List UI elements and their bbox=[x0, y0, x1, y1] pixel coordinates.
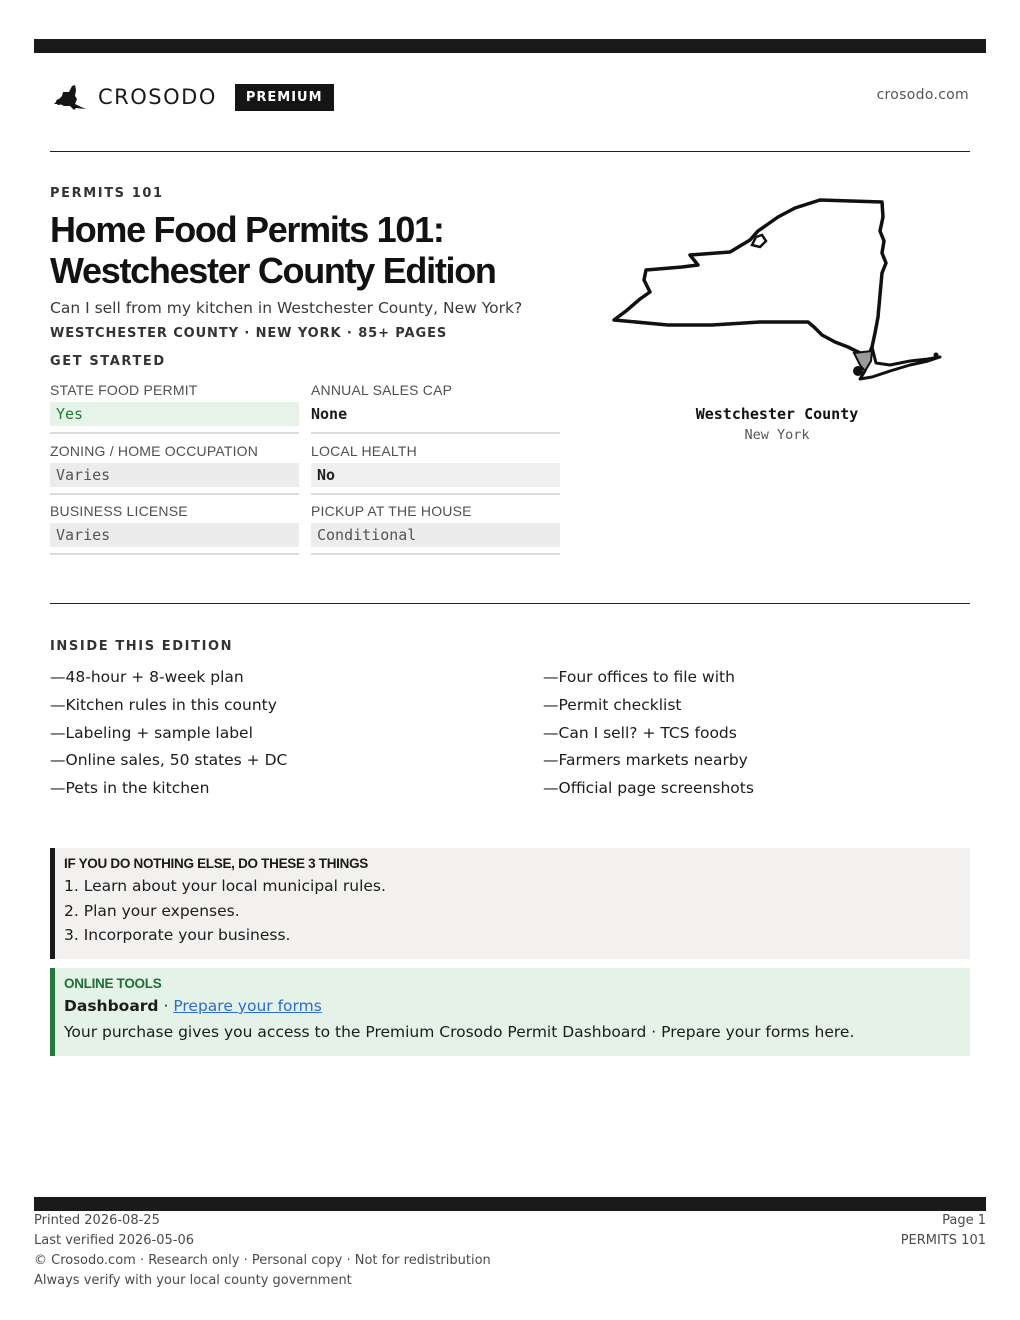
callout-title: ONLINE TOOLS bbox=[64, 976, 162, 991]
list-item: 3. Incorporate your business. bbox=[64, 926, 291, 944]
list-item: —Pets in the kitchen bbox=[50, 779, 210, 798]
title-line-1: Home Food Permits 101: bbox=[50, 209, 444, 250]
dashboard-label: Dashboard bbox=[64, 997, 159, 1015]
list-item: —Can I sell? + TCS foods bbox=[543, 723, 737, 742]
island-dot bbox=[934, 353, 939, 358]
map-state-label: New York bbox=[744, 427, 810, 443]
page-number: Page 1 bbox=[942, 1213, 986, 1228]
verified-date: Last verified 2026-05-06 bbox=[34, 1233, 194, 1248]
fact-label: ZONING / HOME OCCUPATION bbox=[50, 443, 259, 459]
list-item: —Official page screenshots bbox=[543, 779, 754, 798]
site-url[interactable]: crosodo.com bbox=[876, 87, 969, 103]
list-item: —Four offices to file with bbox=[543, 668, 735, 686]
kicker: PERMITS 101 bbox=[50, 186, 164, 201]
printed-date: Printed 2026-08-25 bbox=[34, 1213, 160, 1228]
list-item: —Farmers markets nearby bbox=[543, 751, 748, 770]
fact-label: ANNUAL SALES CAP bbox=[311, 382, 453, 398]
fact-annual-sales-cap bbox=[311, 382, 560, 434]
list-item: —Permit checklist bbox=[543, 695, 682, 714]
fact-label: PICKUP AT THE HOUSE bbox=[311, 503, 472, 519]
list-item: —Labeling + sample label bbox=[50, 723, 253, 742]
fact-value: Yes bbox=[50, 402, 299, 426]
footer-left bbox=[34, 1212, 491, 1292]
fact-state-food-permit bbox=[50, 382, 299, 434]
callout-title: IF YOU DO NOTHING ELSE, DO THESE 3 THINGS bbox=[64, 856, 368, 871]
fact-value: Conditional bbox=[311, 523, 560, 547]
list-item: 1. Learn about your local municipal rules. bbox=[64, 877, 386, 895]
new-york-state-map bbox=[610, 195, 945, 395]
title-line-2: Westchester County Edition bbox=[50, 250, 496, 291]
fact-value: No bbox=[311, 463, 560, 487]
section-divider bbox=[50, 603, 970, 604]
toc-left-column bbox=[50, 666, 287, 805]
get-started-heading: GET STARTED bbox=[50, 354, 166, 369]
map-county-label: Westchester County bbox=[695, 405, 859, 423]
copyright: © Crosodo.com · Research only · Personal copy · Not for redistribution bbox=[34, 1253, 491, 1268]
fact-business-license bbox=[50, 503, 299, 555]
separator: · bbox=[158, 997, 174, 1015]
list-item: 2. Plan your expenses. bbox=[64, 901, 240, 920]
fact-label: STATE FOOD PERMIT bbox=[50, 382, 198, 398]
fact-label: BUSINESS LICENSE bbox=[50, 503, 188, 519]
fact-local-health bbox=[311, 443, 560, 495]
toc-right-column bbox=[543, 666, 754, 805]
fact-label: LOCAL HEALTH bbox=[311, 443, 417, 459]
top-bar bbox=[34, 39, 986, 53]
fact-value: None bbox=[311, 405, 348, 423]
fact-pickup bbox=[311, 503, 560, 555]
header-divider bbox=[50, 151, 970, 152]
brand-name: CROSODO bbox=[98, 85, 217, 109]
verify-note: Always verify with your local county government bbox=[34, 1273, 352, 1288]
footer-right bbox=[901, 1212, 986, 1252]
westchester-marker bbox=[853, 366, 863, 376]
dashboard-description: Your purchase gives you access to the Premium Crosodo Permit Dashboard · Prepare your forms here. bbox=[64, 1023, 855, 1041]
fact-value: Varies bbox=[50, 463, 299, 487]
premium-badge: PREMIUM bbox=[235, 84, 334, 111]
fact-zoning bbox=[50, 443, 299, 495]
new-york-state-logo-icon bbox=[52, 82, 88, 112]
online-tools-callout bbox=[50, 968, 970, 1056]
page-title bbox=[50, 209, 610, 291]
dashboard-line bbox=[64, 995, 970, 1021]
bottom-bar bbox=[34, 1197, 986, 1211]
state-outline bbox=[614, 200, 886, 357]
toc-heading: INSIDE THIS EDITION bbox=[50, 639, 234, 654]
footer-section: PERMITS 101 bbox=[900, 1233, 986, 1248]
edition-meta: WESTCHESTER COUNTY · NEW YORK · 85+ PAGES bbox=[50, 326, 448, 341]
prepare-forms-link[interactable]: Prepare your forms bbox=[173, 997, 322, 1015]
list-item: —Kitchen rules in this county bbox=[50, 695, 277, 714]
subtitle: Can I sell from my kitchen in Westchester County, New York? bbox=[50, 299, 523, 317]
fact-value: Varies bbox=[50, 523, 299, 547]
list-item: —Online sales, 50 states + DC bbox=[50, 751, 288, 770]
brand-header bbox=[52, 80, 334, 114]
list-item: —48-hour + 8-week plan bbox=[50, 668, 244, 686]
three-things-callout bbox=[50, 848, 970, 959]
